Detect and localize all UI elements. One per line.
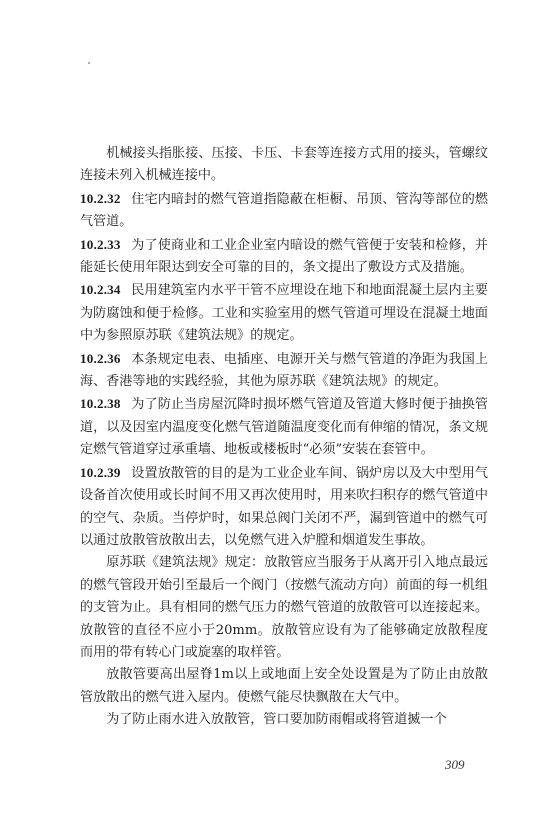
clause-number: 10.2.39	[80, 464, 121, 480]
clause-10-2-34	[80, 279, 488, 347]
paragraph-text: 原苏联《建筑法规》规定：放散管应当服务于从离开引入地点最远的燃气管段开始引至最后一个阀门（按燃气流动方向）前面的每一机组的支管为止。具有相同的燃气压力的燃气管道的放散管可以连接起来。放散管的直径不应小于20mm。放散管应设有为了能够确定放散程度而用的带有转心门或旋塞的取样管。	[80, 555, 488, 660]
clause-10-2-36	[80, 348, 488, 394]
clause-text: 住宅内暗封的燃气管道指隐蔽在柜橱、吊顶、管沟等部位的燃气管道。	[80, 191, 488, 230]
page-number: 309	[445, 757, 465, 772]
clause-10-2-32	[80, 188, 488, 234]
scan-mark	[88, 62, 90, 64]
clause-number: 10.2.38	[80, 396, 121, 412]
paragraph-text: 机械接头指胀接、压接、卡压、卡套等连接方式用的接头，管螺纹连接未列入机械连接中。	[80, 146, 488, 184]
clause-10-2-39	[80, 462, 488, 553]
paragraph-soviet-code	[80, 552, 488, 664]
clause-10-2-38	[80, 393, 488, 461]
clause-number: 10.2.36	[80, 350, 121, 366]
clause-text: 设置放散管的目的是为工业企业车间、锅炉房以及大中型用气设备首次使用或长时间不用又再次使用时，用来吹扫积存的燃气管道中的空气、杂质。当停炉时，如果总阀门关闭不严，漏到管道中的燃气可以通过放散管放散出去，以免燃气进入炉膛和烟道发生事故。	[80, 465, 488, 548]
paragraph-rain-cap	[80, 709, 488, 731]
paragraph-mechanical-joint	[80, 143, 488, 188]
clause-text: 民用建筑室内水平干管不应埋设在地下和地面混凝土层内主要为防腐蚀和便于检修。工业和实验室用的燃气管道可埋设在混凝土地面中为参照原苏联《建筑法规》的规定。	[80, 283, 488, 344]
clause-number: 10.2.33	[80, 236, 121, 252]
clause-number: 10.2.32	[80, 190, 121, 206]
clause-text: 本条规定电表、电插座、电源开关与燃气管道的净距为我国上海、香港等地的实践经验，其他为原苏联《建筑法规》的规定。	[80, 351, 488, 390]
clause-text: 为了防止当房屋沉降时损坏燃气管道及管道大修时便于抽换管道，以及因室内温度变化燃气管道随温度变化而有伸缩的情况，条文规定燃气管道穿过承重墙、地板或楼板时“必须”安装在套管中。	[80, 397, 488, 458]
body-text	[80, 143, 488, 732]
clause-number: 10.2.34	[80, 282, 121, 298]
paragraph-text: 放散管要高出屋脊1m以上或地面上安全处设置是为了防止由放散管放散出的燃气进入屋内。使燃气能尽快飘散在大气中。	[80, 667, 488, 705]
paragraph-vent-height	[80, 664, 488, 709]
paragraph-text: 为了防止雨水进入放散管，管口要加防雨帽或将管道揻一个	[106, 712, 447, 728]
clause-10-2-33	[80, 234, 488, 280]
clause-text: 为了使商业和工业企业室内暗设的燃气管便于安装和检修，并能延长使用年限达到安全可靠的目的，条文提出了敷设方式及措施。	[80, 237, 488, 276]
